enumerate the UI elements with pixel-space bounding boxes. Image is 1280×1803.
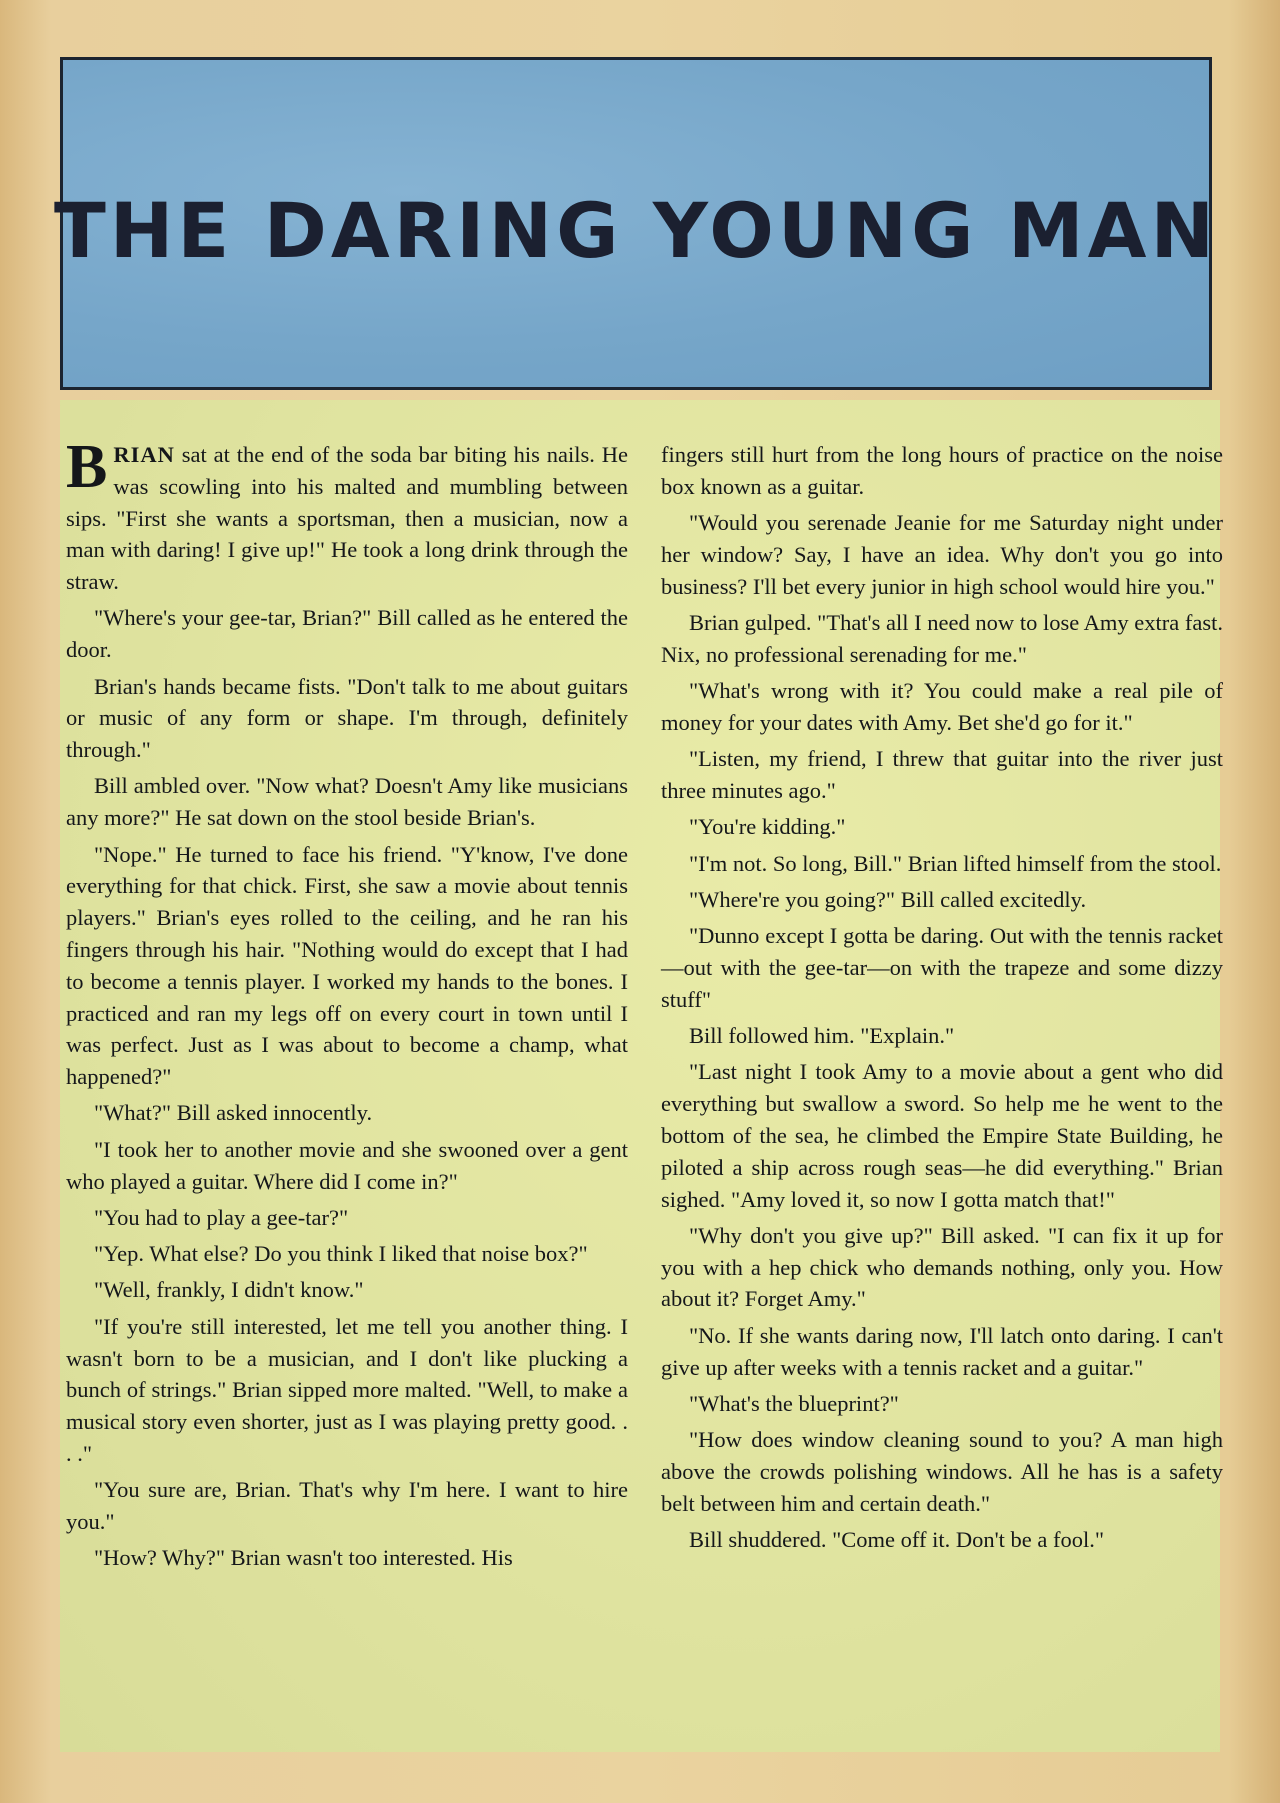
paragraph: "I'm not. So long, Bill." Brian lifted himself from the stool.	[689, 850, 1222, 876]
paragraph: "Would you serenade Jeanie for me Saturday night under her window? Say, I have an idea. Why don't you go into business? I'll bet every junior in high school would hire you."	[661, 510, 1223, 599]
paragraph: "If you're still interested, let me tell you another thing. I wasn't born to be a musician, and I don't like plucking a bunch of strings." Brian sipped more malted. "Well, to make a musical story even shorter, just as I was playing pretty good. . . ."	[66, 1313, 628, 1466]
paragraph: "What's wrong with it? You could make a real pile of money for your dates with Amy. Bet she'd go for it."	[661, 678, 1223, 735]
paragraph: Brian gulped. "That's all I need now to lose Amy extra fast. Nix, no professional serenading for me."	[661, 609, 1223, 667]
paragraph: "Where're you going?" Bill called excitedly.	[689, 886, 1087, 912]
paragraph: "Listen, my friend, I threw that guitar into the river just three minutes ago."	[661, 746, 1223, 803]
paragraph: "You sure are, Brian. That's why I'm here. I want to hire you."	[66, 1477, 628, 1534]
paragraph: "Last night I took Amy to a movie about a gent who did everything but swallow a sword. So help me he went to the bottom of the sea, he climbed the Empire State Building, he piloted a ship across rough seas—he did everything." Brian sighed. "Amy loved it, so now I gotta match that!"	[661, 1059, 1223, 1212]
left-column	[66, 433, 628, 1579]
paragraph: "How? Why?" Brian wasn't too interested. His	[94, 1545, 513, 1571]
paragraph: "Dunno except I gotta be daring. Out with the tennis racket—out with the gee-tar—on with the trapeze and some dizzy stuff"	[661, 923, 1223, 1012]
paragraph: Bill ambled over. "Now what? Doesn't Amy like musicians any more?" He sat down on the stool beside Brian's.	[66, 773, 628, 831]
paragraph: "Where's your gee-tar, Brian?" Bill called as he entered the door.	[66, 605, 628, 663]
paragraph	[66, 433, 628, 598]
drop-cap: B	[66, 433, 108, 501]
paragraph: "You had to play a gee-tar?"	[94, 1204, 349, 1230]
paragraph: "How does window cleaning sound to you? A man high above the crowds polishing windows. All he has is a safety belt between him and certain death."	[661, 1427, 1223, 1516]
paragraph: Brian's hands became fists. "Don't talk to me about guitars or music of any form or shape. I'm through, definitely through."	[66, 673, 628, 763]
paragraph: "You're kidding."	[689, 814, 846, 840]
paragraph: "What's the blueprint?"	[689, 1390, 899, 1416]
paragraph: "Yep. What else? Do you think I liked that noise box?"	[94, 1241, 588, 1267]
paragraph: "No. If she wants daring now, I'll latch onto daring. I can't give up after weeks with a tennis racket and a guitar."	[661, 1322, 1223, 1380]
paragraph: "Well, frankly, I didn't know."	[94, 1277, 364, 1303]
paragraph-text: sat at the end of the soda bar biting his nails. He was scowling into his malted and mumbling between sips. "First she wants a sportsman, then a musician, now a man with daring! I give up!" He took a long drink through the straw.	[66, 442, 628, 595]
paragraph: "I took her to another movie and she swooned over a gent who played a guitar. Where did I come in?"	[66, 1136, 628, 1194]
story-title: THE DARING YOUNG MAN	[53, 186, 1219, 275]
paragraph: "What?" Bill asked innocently.	[94, 1100, 373, 1126]
paragraph: Bill followed him. "Explain."	[689, 1023, 955, 1049]
paragraph: fingers still hurt from the long hours of practice on the noise box known as a guitar.	[661, 442, 1223, 499]
paragraph: Bill shuddered. "Come off it. Don't be a fool."	[689, 1527, 1105, 1552]
paragraph: "Why don't you give up?" Bill asked. "I can fix it up for you with a hep chick who demands nothing, only you. How about it? Forget Amy."	[661, 1222, 1223, 1312]
lead-word: RIAN	[113, 442, 175, 467]
title-banner	[53, 57, 1219, 390]
right-column	[661, 439, 1223, 1560]
paragraph: "Nope." He turned to face his friend. "Y'know, I've done everything for that chick. First, she saw a movie about tennis players." Brian's eyes rolled to the ceiling, and he ran his fingers through his hair. "Nothing would do except that I had to become a tennis player. I worked my hands to the bones. I practiced and ran my legs off on every court in town until I was perfect. Just as I was about to become a champ, what happened?"	[66, 841, 628, 1090]
